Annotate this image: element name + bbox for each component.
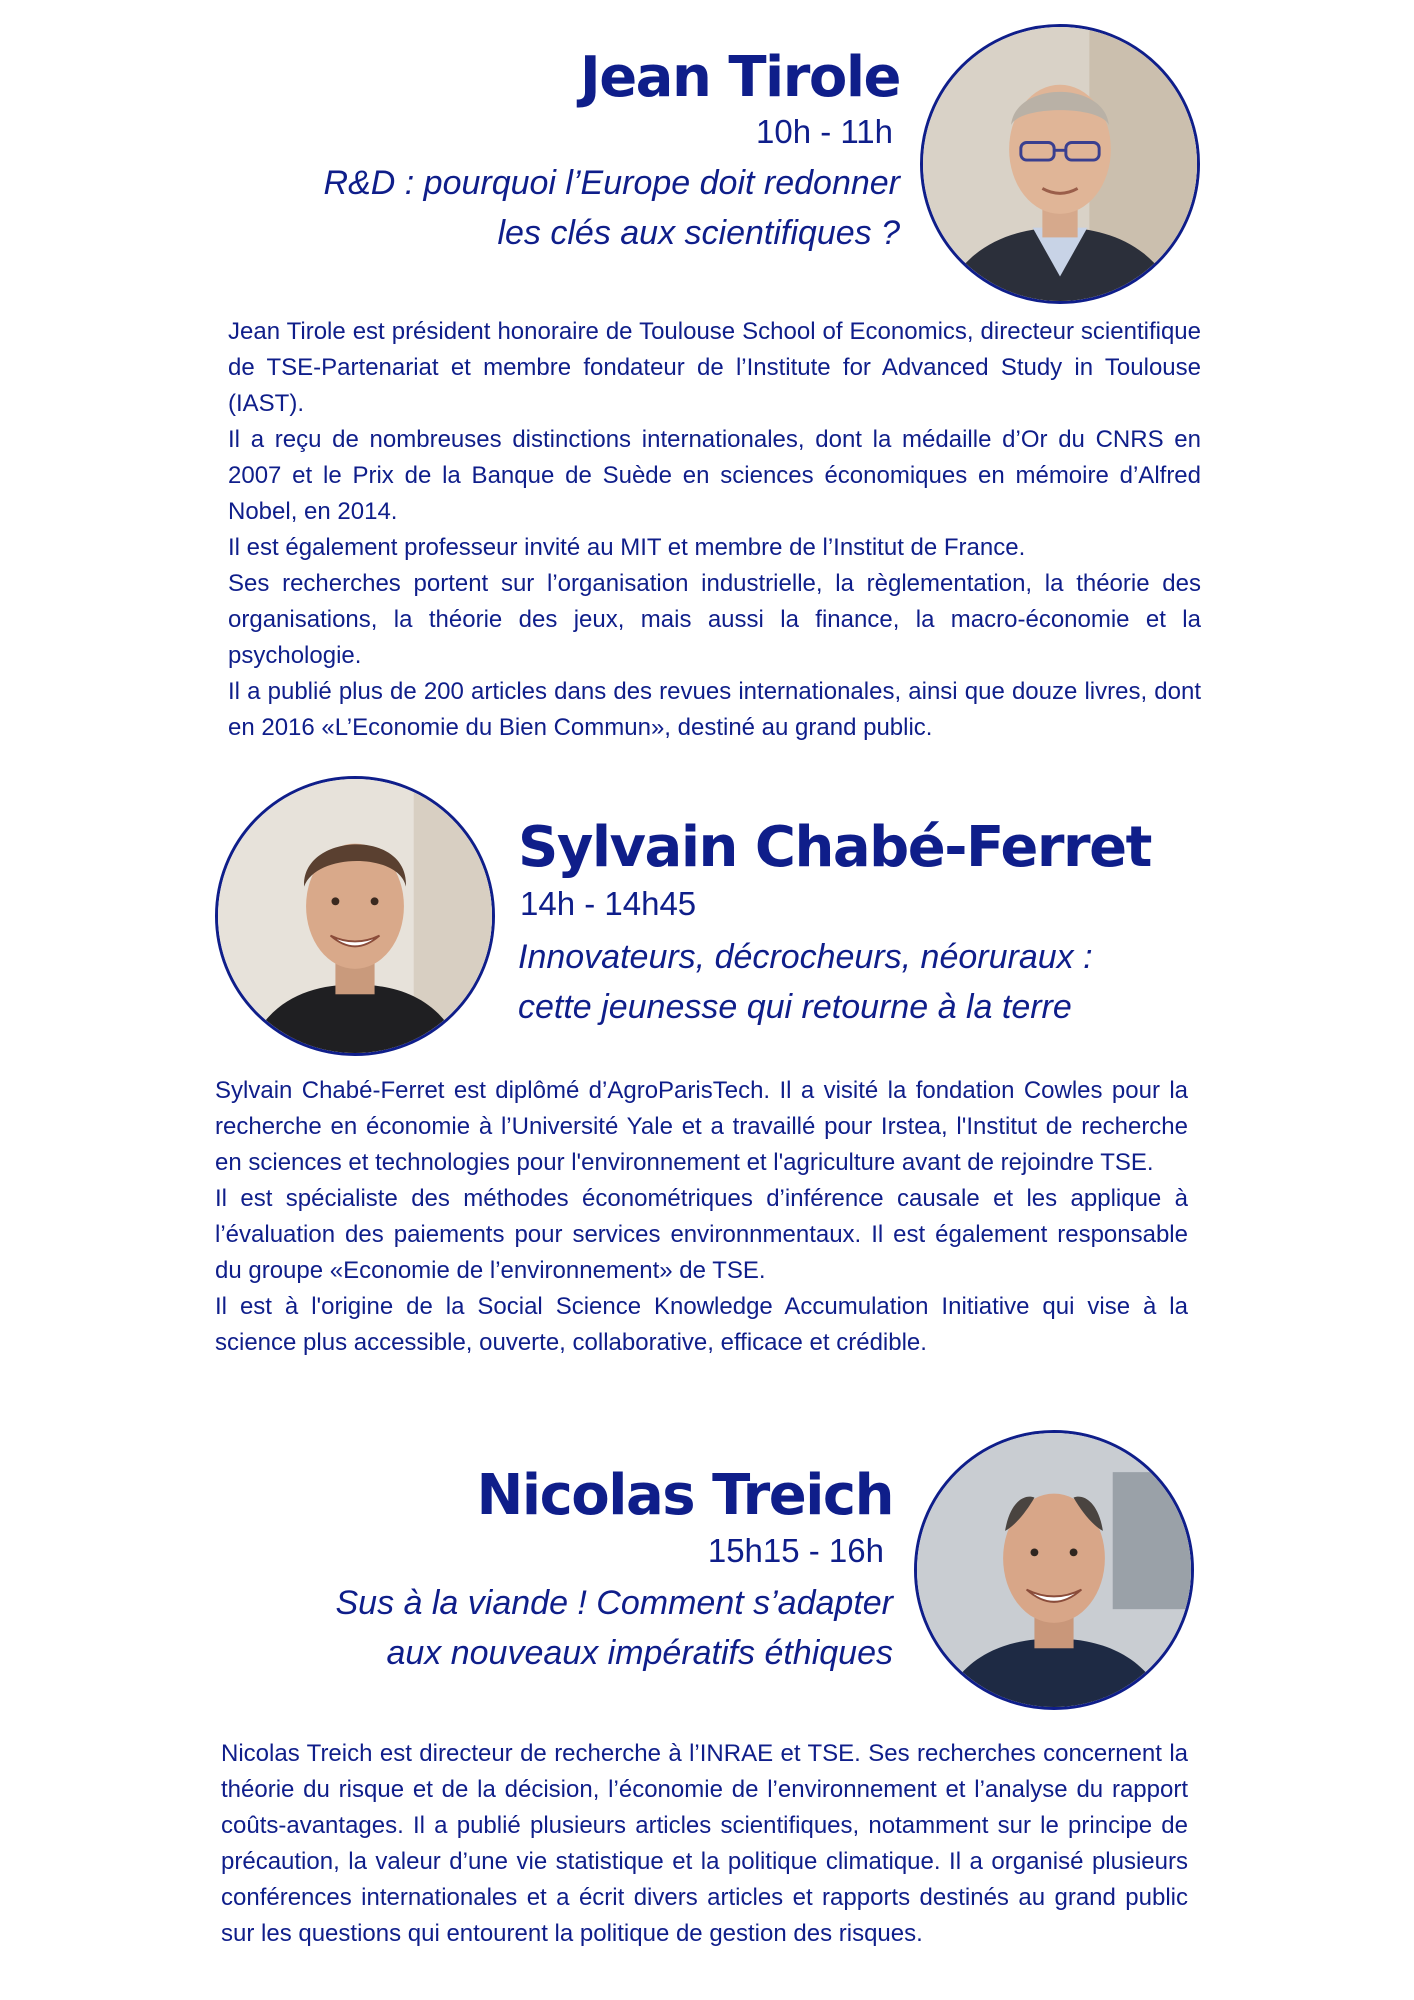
talk-time: 10h - 11h [756, 113, 893, 150]
talk-time: 15h15 - 16h [707, 1532, 884, 1569]
bio-paragraph: Ses recherches portent sur l’organisation industrielle, la règlementation, la théorie des organisations, la théorie des jeux, mais aussi la finance, la macro-économie et la psychologie. [228, 570, 1201, 669]
speaker-bio [221, 1736, 1188, 1952]
talk-title-line-2: aux nouveaux impératifs éthiques [386, 1634, 893, 1672]
speaker-bio [228, 314, 1201, 746]
talk-title-line-1: Sus à la viande ! Comment s’adapter [335, 1584, 893, 1622]
sylvain-chabe-ferret-portrait [215, 776, 495, 1056]
bio-paragraph: Nicolas Treich est directeur de recherche à l’INRAE et TSE. Ses recherches concernent la théorie du risque et de la décision, l’économie de l’environnement et l’analyse du rapport coûts-avantages. Il a publié plusieurs articles scientifiques, notamment sur le principe de précaution, la valeur d’une vie statistique et la politique climatique. Il a organisé plusieurs conférences internationales et a écrit divers articles et rapports destinés au grand public sur les questions qui entourent la politique de gestion des risques. [221, 1740, 1188, 1947]
portrait-icon [923, 27, 1197, 301]
bio-paragraph: Jean Tirole est président honoraire de Toulouse School of Economics, directeur scientifique de TSE-Partenariat et membre fondateur de l’Institute for Advanced Study in Toulouse (IAST). [228, 318, 1201, 417]
talk-title-line-1: R&D : pourquoi l’Europe doit redonner [323, 164, 900, 202]
talk-title-line-2: cette jeunesse qui retourne à la terre [518, 988, 1072, 1026]
bio-paragraph: Il a publié plus de 200 articles dans des revues internationales, ainsi que douze livres, dont en 2016 «L’Economie du Bien Commun», destiné au grand public. [228, 678, 1201, 741]
speaker-name: Sylvain Chabé-Ferret [518, 815, 1151, 880]
jean-tirole-portrait [920, 24, 1200, 304]
portrait-icon [917, 1433, 1191, 1707]
speaker-bio [215, 1073, 1188, 1361]
portrait-icon [218, 779, 492, 1053]
bio-paragraph: Il est à l'origine de la Social Science Knowledge Accumulation Initiative qui vise à la science plus accessible, ouverte, collaborative, efficace et crédible. [215, 1293, 1188, 1356]
bio-paragraph: Sylvain Chabé-Ferret est diplômé d’AgroParisTech. Il a visité la fondation Cowles pour la recherche en économie à l’Université Yale et a travaillé pour Irstea, l'Institut de recherche en sciences et technologies pour l'environnement et l'agriculture avant de rejoindre TSE. [215, 1077, 1188, 1176]
talk-title [518, 932, 1093, 1032]
bio-paragraph: Il a reçu de nombreuses distinctions internationales, dont la médaille d’Or du CNRS en 2007 et le Prix de la Banque de Suède en sciences économiques en mémoire d’Alfred Nobel, en 2014. [228, 426, 1201, 525]
talk-title [324, 158, 900, 258]
talk-title-line-2: les clés aux scientifiques ? [497, 214, 900, 252]
talk-title [335, 1578, 893, 1678]
talk-time: 14h - 14h45 [520, 885, 697, 922]
speaker-name: Nicolas Treich [476, 1463, 893, 1528]
speaker-name: Jean Tirole [579, 45, 900, 110]
talk-title-line-1: Innovateurs, décrocheurs, néoruraux : [518, 938, 1093, 976]
bio-paragraph: Il est également professeur invité au MIT et membre de l’Institut de France. [228, 534, 1026, 561]
nicolas-treich-portrait [914, 1430, 1194, 1710]
bio-paragraph: Il est spécialiste des méthodes économétriques d’inférence causale et les applique à l’évaluation des paiements pour services environnmentaux. Il est également responsable du groupe «Economie de l’environnement» de TSE. [215, 1185, 1188, 1284]
